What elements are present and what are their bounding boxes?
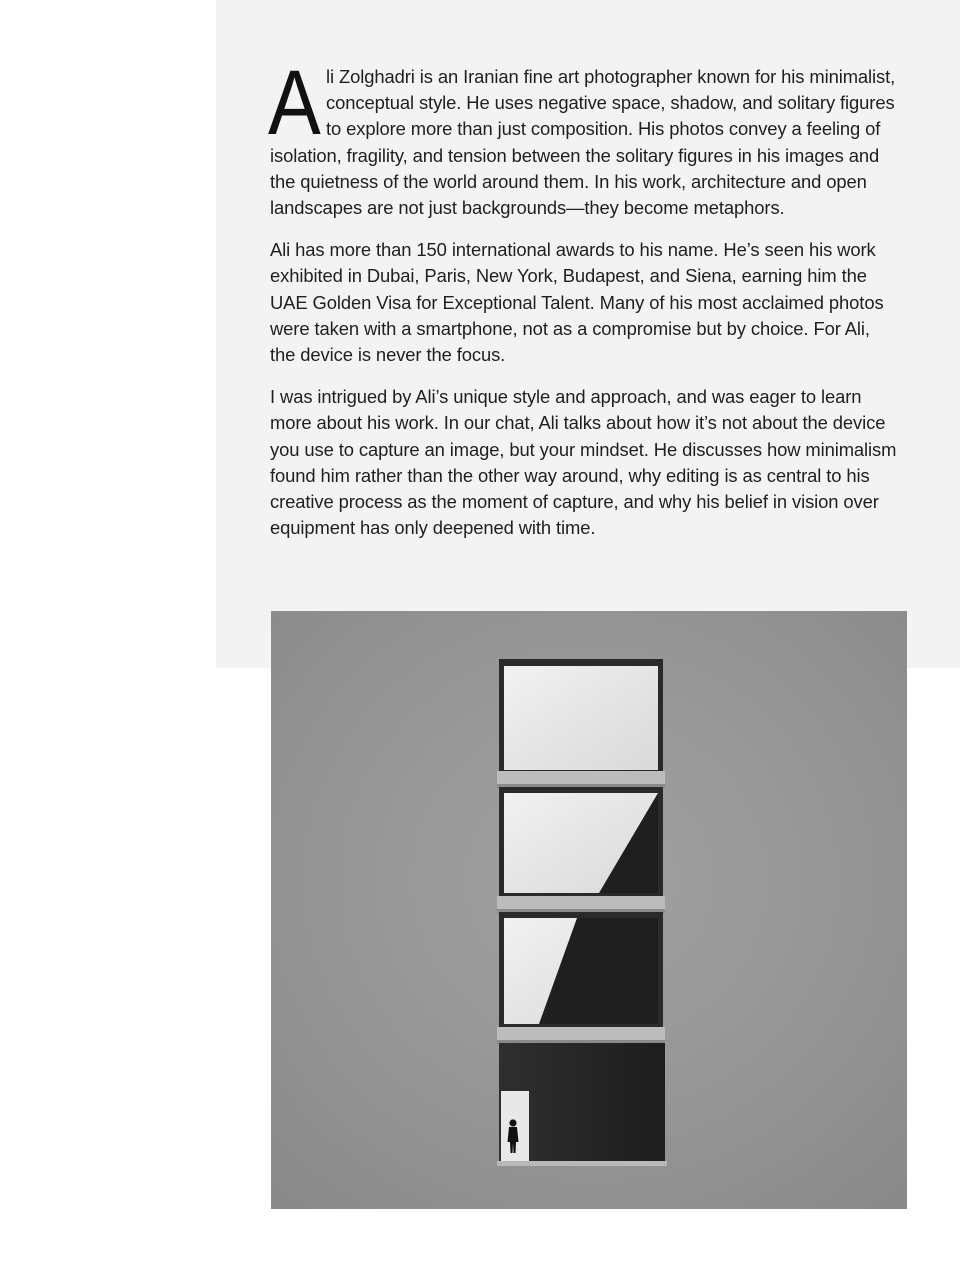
featured-photo-window-figure — [271, 611, 907, 1209]
drop-cap: A — [268, 52, 321, 154]
article-paragraph-3: I was intrigued by Ali’s unique style and approach, and was eager to learn more about his work. In our chat, Ali talks about how it’s not about the device you use to capture an image, but your mindset. He discusses how minimalism found him rather than the other way around, why editing is as central to his creative process as the moment of capture, and why his belief in vision over equipment has only deepened with time. — [270, 386, 897, 539]
article-paragraph-2: Ali has more than 150 international awards to his name. He’s seen his work exhibited in Dubai, Paris, New York, Budapest, and Siena, earning him the UAE Golden Visa for Exceptional Talent. Many of his most acclaimed photos were taken with a smartphone, not as a compromise but by choice. For Ali, the device is never the focus. — [270, 239, 884, 366]
photo-artwork — [271, 611, 907, 1209]
article-paragraph-1 — [268, 52, 900, 221]
article-paragraph-1-text: li Zolghadri is an Iranian fine art photographer known for his minimalist, conceptual style. He uses negative space, shadow, and solitary figures to explore more than just composition. His photos convey a feeling of isolation, fragility, and tension between the solitary figures in his images and the quietness of the world around them. In his work, architecture and open landscapes are not just backgrounds—they become metaphors. — [270, 66, 896, 219]
article-intro — [268, 52, 900, 557]
window-column — [497, 659, 667, 1166]
